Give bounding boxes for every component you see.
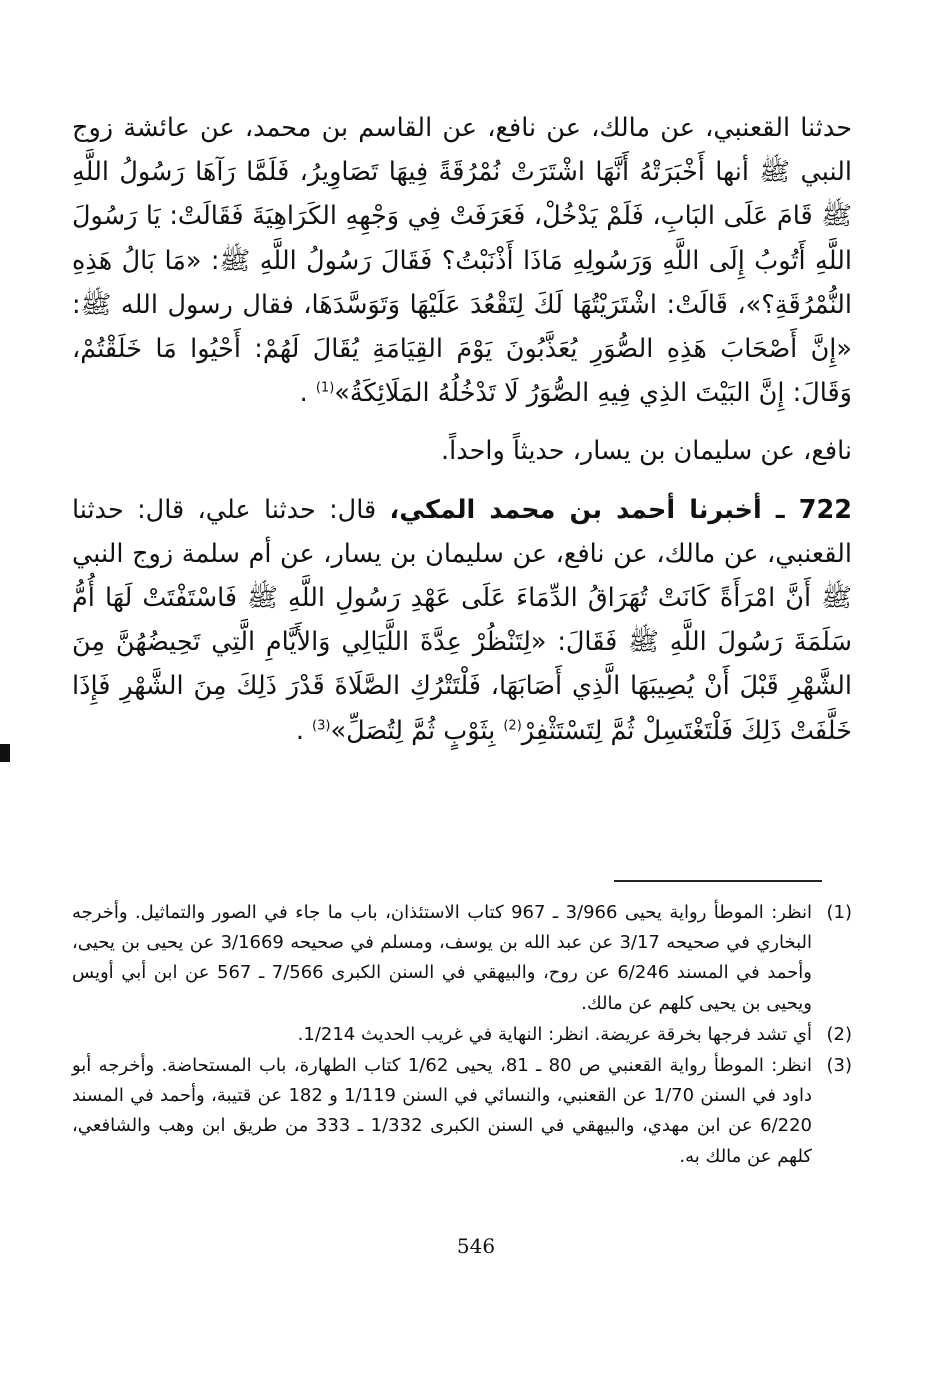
footnote-separator (614, 880, 822, 882)
hadith-721-paragraph (72, 106, 852, 415)
footnote-number: (2) (826, 1023, 852, 1045)
hadith-722-heading: 722 ـ أخبرنا أحمد بن محمد المكي، (389, 494, 853, 525)
paragraph-gap (72, 474, 852, 488)
hadith-722-text-a: قال: حدثنا علي، قال: حدثنا القعنبي، عن مالك، عن نافع، عن سليمان بن يسار، عن أم سلمة زوج النبي ﷺ أَنَّ امْرَأَةً كَانَتْ تُهَرَاقُ الدِّمَاءَ عَلَى عَهْدِ رَسُولِ اللَّهِ ﷺ فَاسْتَفْتَتْ لَهَا أُمُّ سَلَمَةَ رَسُولَ اللَّهِ ﷺ فَقَالَ: «لِتَنْظُرْ عِدَّةَ اللَّيَالِي وَالأَيَّامِ الَّتِي تَحِيضُهُنَّ مِنَ الشَّهْرِ قَبْلَ أَنْ يُصِيبَهَا الَّذِي أَصَابَهَا، فَلْتَتْرُكِ الصَّلَاةَ قَدْرَ ذَلِكَ مِنَ الشَّهْرِ فَإِذَا خَلَّفَتْ ذَلِكَ فَلْتَغْتَسِلْ ثُمَّ لِتَسْتَثْفِرْ (72, 494, 852, 746)
footnote-number: (3) (826, 1055, 852, 1077)
footnote-number: (1) (826, 902, 852, 923)
hadith-722-text-b: بِثَوْبٍ ثُمَّ لِتُصَلِّ» (330, 715, 496, 746)
note-line-text: نافع، عن سليمان بن يسار، حديثاً واحداً. (441, 436, 852, 467)
footnote-text: انظر: الموطأ رواية يحيى 3/966 ـ 967 كتاب الاستئذان، باب ما جاء في الصور والتماثيل. وأخرجه البخاري في صحيحه 3/17 عن عبد الله بن يوسف، ومسلم في صحيحه 3/1669 عن يحيى بن يحيى، وأحمد في المسند 6/246 عن روح، والبيهقي في السنن الكبرى 7/566 ـ 567 عن ابن أبي أويس ويحيى بن يحيى كلهم عن مالك. (72, 902, 813, 1014)
footnote-1 (72, 898, 852, 1019)
footnote-3 (72, 1051, 852, 1172)
footnote-ref-3: (3) (312, 718, 331, 734)
hadith-722-end: . (295, 715, 304, 746)
hadith-722-paragraph (72, 488, 852, 753)
note-line (72, 429, 852, 473)
paragraph-gap (72, 415, 852, 429)
main-text (72, 106, 852, 753)
footnote-text: انظر: الموطأ رواية القعنبي ص 80 ـ 81، يحيى 1/62 كتاب الطهارة، باب المستحاضة. وأخرجه أبو داود في السنن 1/70 عن القعنبي، والنسائي في السنن 1/119 و 182 عن قتيبة، وأحمد في المسند 6/220 عن ابن مهدي، والبيهقي في السنن الكبرى 1/332 ـ 333 من طريق ابن وهب والشافعي، كلهم عن مالك به. (72, 1055, 813, 1167)
hadith-721-text: حدثنا القعنبي، عن مالك، عن نافع، عن القاسم بن محمد، عن عائشة زوج النبي ﷺ أنها أَخْبَرَتْهُ أَنَّهَا اشْتَرَتْ نُمْرُقَةً فِيهَا تَصَاوِيرُ، فَلَمَّا رَآهَا رَسُولُ اللَّهِ ﷺ قَامَ عَلَى البَابِ، فَلَمْ يَدْخُلْ، فَعَرَفَتْ فِي وَجْهِهِ الكَرَاهِيَةَ فَقَالَتْ: يَا رَسُولَ اللَّهِ أَتُوبُ إِلَى اللَّهِ وَرَسُولِهِ مَاذَا أَذْنَبْتُ؟ فَقَالَ رَسُولُ اللَّهِ ﷺ: «مَا بَالُ هَذِهِ النُّمْرُقَةِ؟»، قَالَتْ: اشْتَرَيْتُهَا لَكَ لِتَقْعُدَ عَلَيْهَا وَتَوَسَّدَهَا، فقال رسول الله ﷺ: «إِنَّ أَصْحَابَ هَذِهِ الصُّوَرِ يُعَذَّبُونَ يَوْمَ القِيَامَةِ يُقَالَ لَهُمْ: أَحْيُوا مَا خَلَقْتُمْ، وَقَالَ: إِنَّ البَيْتَ الذِي فِيهِ الصُّوَرُ لَا تَدْخُلُهُ المَلَائِكَةُ» (72, 113, 852, 409)
footnote-ref-1: (1) (315, 380, 335, 396)
hadith-721-end: . (299, 378, 308, 409)
footnotes (72, 898, 852, 1173)
footnote-ref-2: (2) (503, 718, 522, 734)
footnote-2 (72, 1020, 852, 1050)
page-number: 546 (456, 1234, 496, 1258)
margin-mark (0, 744, 10, 762)
footnote-text: أي تشد فرجها بخرقة عريضة. انظر: النهاية في غريب الحديث 1/214. (297, 1023, 812, 1045)
